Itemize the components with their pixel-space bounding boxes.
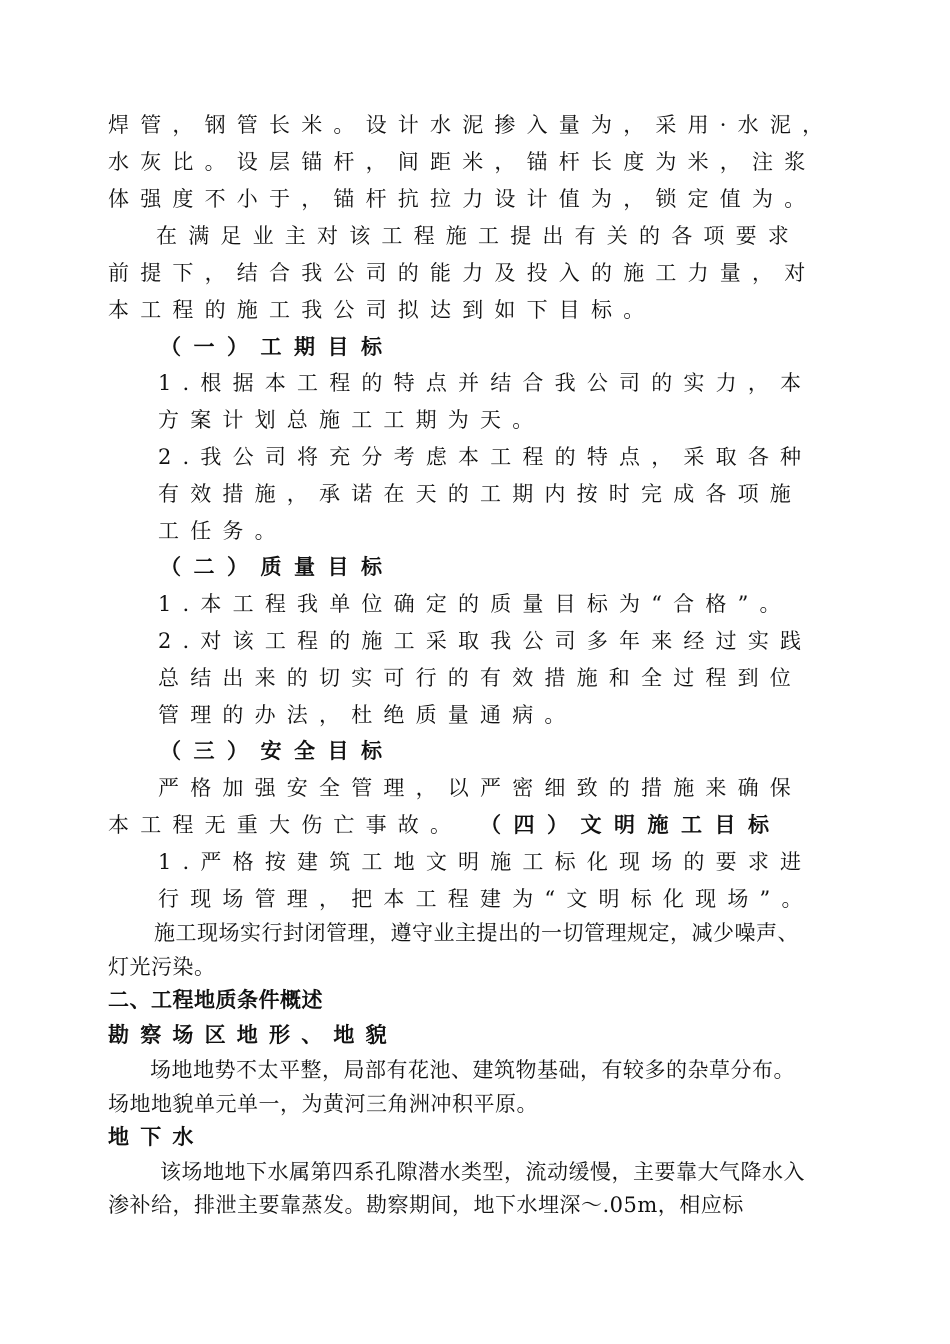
paragraph-line: 本工程的施工我公司拟达到如下目标。 bbox=[108, 298, 656, 322]
subsection-heading: 勘察场区地形、地貌 bbox=[108, 1022, 398, 1047]
list-item: 2.我公司将充分考虑本工程的特点，采取各种 bbox=[158, 445, 813, 469]
paragraph-line: 该场地地下水属第四系孔隙潜水类型，流动缓慢，主要靠大气降水入 bbox=[160, 1160, 805, 1184]
list-item: 1.本工程我单位确定的质量目标为“合格”。 bbox=[158, 592, 792, 616]
section-heading: （三）安全目标 bbox=[160, 738, 395, 763]
paragraph-line: 焊管，钢管长米。设计水泥掺入量为，采用·水泥， bbox=[108, 113, 835, 137]
list-item: 工任务。 bbox=[158, 519, 287, 543]
paragraph-line: 本工程无重大伤亡事故。 bbox=[108, 813, 463, 837]
paragraph-line: 灯光污染。 bbox=[108, 955, 216, 979]
paragraph-line: 水灰比。设层锚杆，间距米，锚杆长度为米，注浆 bbox=[108, 150, 817, 174]
paragraph-line: 施工现场实行封闭管理，遵守业主提出的一切管理规定，减少噪声、 bbox=[154, 921, 799, 945]
list-item: 行现场管理，把本工程建为“文明标化现场”。 bbox=[158, 887, 814, 911]
subsection-heading: 地下水 bbox=[108, 1124, 205, 1149]
chapter-heading: 二、工程地质条件概述 bbox=[108, 987, 323, 1012]
paragraph-line: 前提下，结合我公司的能力及投入的施工力量，对 bbox=[108, 261, 817, 285]
paragraph-line: 严格加强安全管理，以严密细致的措施来确保 bbox=[158, 776, 802, 800]
list-item: 1.根据本工程的特点并结合我公司的实力，本 bbox=[158, 371, 813, 395]
paragraph-line: 场地地貌单元单一，为黄河三角洲冲积平原。 bbox=[108, 1092, 538, 1116]
paragraph-line: 在满足业主对该工程施工提出有关的各项要求 bbox=[156, 224, 800, 248]
list-item: 总结出来的切实可行的有效措施和全过程到位 bbox=[158, 666, 802, 690]
section-heading: （一）工期目标 bbox=[160, 334, 395, 359]
paragraph-line: 渗补给，排泄主要靠蒸发。勘察期间，地下水埋深～.05m，相应标 bbox=[108, 1193, 744, 1217]
section-heading: （四）文明施工目标 bbox=[480, 812, 782, 837]
list-item: 1.严格按建筑工地文明施工标化现场的要求进 bbox=[158, 850, 813, 874]
section-heading: （二）质量目标 bbox=[160, 554, 395, 579]
list-item: 方案计划总施工工期为天。 bbox=[158, 408, 545, 432]
paragraph-line: 场地地势不太平整，局部有花池、建筑物基础，有较多的杂草分布。 bbox=[150, 1058, 795, 1082]
paragraph-line: 体强度不小于，锚杆抗拉力设计值为，锁定值为。 bbox=[108, 187, 817, 211]
list-item: 管理的办法，杜绝质量通病。 bbox=[158, 703, 577, 727]
list-item: 有效措施，承诺在天的工期内按时完成各项施 bbox=[158, 482, 802, 506]
list-item: 2.对该工程的施工采取我公司多年来经过实践 bbox=[158, 629, 813, 653]
